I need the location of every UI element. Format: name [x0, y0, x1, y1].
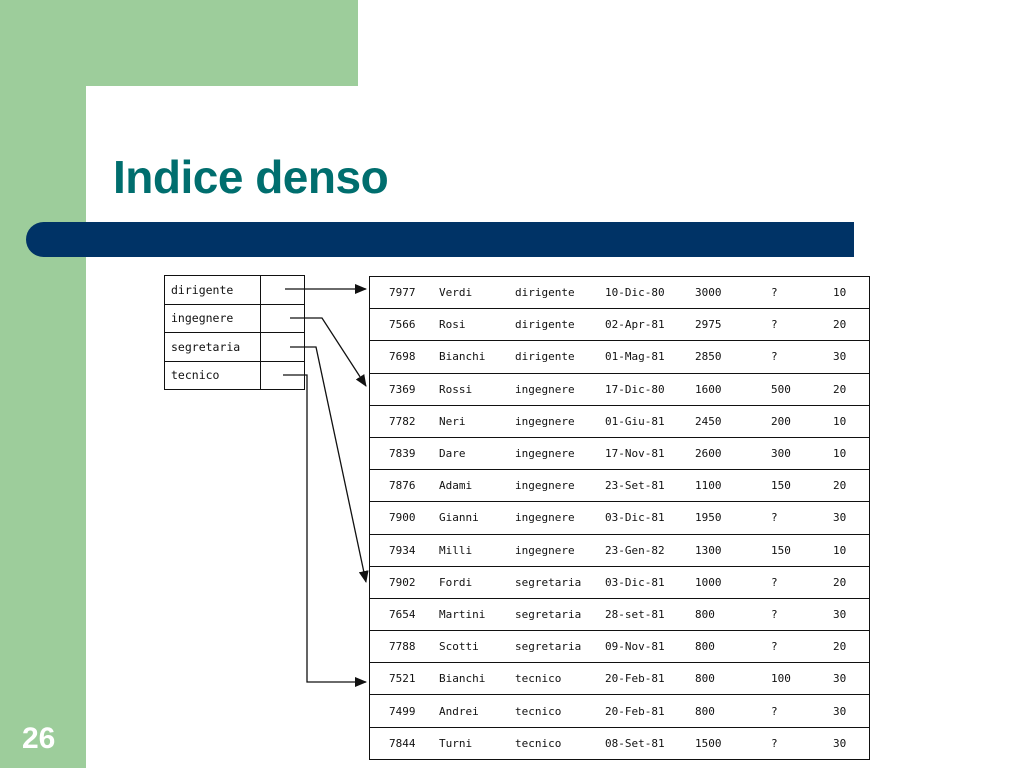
hire-date-cell: 17-Nov-81 — [605, 437, 695, 469]
employee-name-cell: Bianchi — [439, 663, 515, 695]
department-cell: 20 — [827, 631, 870, 663]
department-cell: 30 — [827, 598, 870, 630]
index-pointer-cell — [261, 333, 305, 362]
commission-cell: ? — [761, 341, 827, 373]
employee-role-cell: dirigente — [515, 277, 605, 309]
employee-id-cell: 7698 — [370, 341, 440, 373]
salary-cell: 3000 — [695, 277, 761, 309]
salary-cell: 1600 — [695, 373, 761, 405]
employee-role-cell: ingegnere — [515, 502, 605, 534]
commission-cell: 150 — [761, 470, 827, 502]
department-cell: 10 — [827, 437, 870, 469]
index-key: dirigente — [165, 276, 261, 305]
employee-name-cell: Milli — [439, 534, 515, 566]
employee-role-cell: ingegnere — [515, 470, 605, 502]
employee-name-cell: Dare — [439, 437, 515, 469]
department-cell: 10 — [827, 534, 870, 566]
employee-id-cell: 7521 — [370, 663, 440, 695]
employee-name-cell: Adami — [439, 470, 515, 502]
employee-name-cell: Martini — [439, 598, 515, 630]
table-row — [370, 437, 870, 469]
table-row — [370, 309, 870, 341]
index-entry — [165, 304, 305, 333]
table-row — [370, 727, 870, 759]
commission-cell: ? — [761, 695, 827, 727]
commission-cell: 150 — [761, 534, 827, 566]
salary-cell: 1100 — [695, 470, 761, 502]
salary-cell: 1300 — [695, 534, 761, 566]
employee-role-cell: ingegnere — [515, 534, 605, 566]
department-cell: 20 — [827, 309, 870, 341]
index-entry — [165, 276, 305, 305]
department-cell: 10 — [827, 277, 870, 309]
hire-date-cell: 01-Giu-81 — [605, 405, 695, 437]
employee-name-cell: Turni — [439, 727, 515, 759]
employee-name-cell: Scotti — [439, 631, 515, 663]
employee-id-cell: 7839 — [370, 437, 440, 469]
salary-cell: 2600 — [695, 437, 761, 469]
table-row — [370, 502, 870, 534]
table-row — [370, 405, 870, 437]
commission-cell: 500 — [761, 373, 827, 405]
department-cell: 30 — [827, 341, 870, 373]
commission-cell: ? — [761, 631, 827, 663]
employee-id-cell: 7844 — [370, 727, 440, 759]
employee-name-cell: Rosi — [439, 309, 515, 341]
department-cell: 10 — [827, 405, 870, 437]
table-row — [370, 663, 870, 695]
commission-cell: 100 — [761, 663, 827, 695]
employee-name-cell: Bianchi — [439, 341, 515, 373]
department-cell: 30 — [827, 502, 870, 534]
salary-cell: 2975 — [695, 309, 761, 341]
data-file-table — [369, 276, 870, 760]
employee-id-cell: 7902 — [370, 566, 440, 598]
hire-date-cell: 23-Set-81 — [605, 470, 695, 502]
commission-cell: ? — [761, 502, 827, 534]
commission-cell: 200 — [761, 405, 827, 437]
salary-cell: 1500 — [695, 727, 761, 759]
salary-cell: 2850 — [695, 341, 761, 373]
employee-role-cell: ingegnere — [515, 373, 605, 405]
department-cell: 20 — [827, 373, 870, 405]
employee-id-cell: 7900 — [370, 502, 440, 534]
hire-date-cell: 01-Mag-81 — [605, 341, 695, 373]
commission-cell: ? — [761, 727, 827, 759]
hire-date-cell: 17-Dic-80 — [605, 373, 695, 405]
employee-role-cell: tecnico — [515, 663, 605, 695]
employee-id-cell: 7876 — [370, 470, 440, 502]
hire-date-cell: 09-Nov-81 — [605, 631, 695, 663]
page-number: 26 — [22, 722, 56, 755]
pointer-arrow-tecnico — [283, 375, 366, 682]
table-row — [370, 277, 870, 309]
employee-id-cell: 7977 — [370, 277, 440, 309]
decor-green-left — [0, 86, 86, 768]
table-row — [370, 695, 870, 727]
hire-date-cell: 10-Dic-80 — [605, 277, 695, 309]
employee-name-cell: Verdi — [439, 277, 515, 309]
table-row — [370, 341, 870, 373]
employee-id-cell: 7499 — [370, 695, 440, 727]
employee-name-cell: Andrei — [439, 695, 515, 727]
employee-role-cell: dirigente — [515, 309, 605, 341]
employee-id-cell: 7788 — [370, 631, 440, 663]
salary-cell: 800 — [695, 663, 761, 695]
salary-cell: 800 — [695, 598, 761, 630]
index-pointer-cell — [261, 304, 305, 333]
department-cell: 30 — [827, 695, 870, 727]
salary-cell: 2450 — [695, 405, 761, 437]
index-entry — [165, 361, 305, 390]
employee-id-cell: 7934 — [370, 534, 440, 566]
table-row — [370, 598, 870, 630]
index-table — [164, 275, 305, 390]
commission-cell: ? — [761, 566, 827, 598]
index-entry — [165, 333, 305, 362]
employee-name-cell: Fordi — [439, 566, 515, 598]
hire-date-cell: 02-Apr-81 — [605, 309, 695, 341]
department-cell: 30 — [827, 663, 870, 695]
employee-name-cell: Gianni — [439, 502, 515, 534]
department-cell: 20 — [827, 470, 870, 502]
department-cell: 20 — [827, 566, 870, 598]
employee-id-cell: 7369 — [370, 373, 440, 405]
hire-date-cell: 20-Feb-81 — [605, 663, 695, 695]
employee-role-cell: tecnico — [515, 695, 605, 727]
employee-name-cell: Rossi — [439, 373, 515, 405]
salary-cell: 1950 — [695, 502, 761, 534]
employee-role-cell: segretaria — [515, 598, 605, 630]
employee-id-cell: 7566 — [370, 309, 440, 341]
table-row — [370, 534, 870, 566]
table-row — [370, 373, 870, 405]
table-row — [370, 631, 870, 663]
commission-cell: ? — [761, 598, 827, 630]
employee-name-cell: Neri — [439, 405, 515, 437]
employee-role-cell: tecnico — [515, 727, 605, 759]
employee-role-cell: ingegnere — [515, 405, 605, 437]
salary-cell: 800 — [695, 695, 761, 727]
employee-role-cell: ingegnere — [515, 437, 605, 469]
employee-role-cell: segretaria — [515, 631, 605, 663]
decor-green-top — [0, 0, 358, 86]
hire-date-cell: 28-set-81 — [605, 598, 695, 630]
hire-date-cell: 23-Gen-82 — [605, 534, 695, 566]
index-pointer-cell — [261, 361, 305, 390]
hire-date-cell: 03-Dic-81 — [605, 502, 695, 534]
employee-role-cell: segretaria — [515, 566, 605, 598]
hire-date-cell: 20-Feb-81 — [605, 695, 695, 727]
commission-cell: ? — [761, 277, 827, 309]
commission-cell: 300 — [761, 437, 827, 469]
hire-date-cell: 08-Set-81 — [605, 727, 695, 759]
commission-cell: ? — [761, 309, 827, 341]
employee-id-cell: 7654 — [370, 598, 440, 630]
index-pointer-cell — [261, 276, 305, 305]
index-key: segretaria — [165, 333, 261, 362]
table-row — [370, 470, 870, 502]
department-cell: 30 — [827, 727, 870, 759]
slide-title: Indice denso — [113, 151, 389, 203]
salary-cell: 1000 — [695, 566, 761, 598]
index-key: ingegnere — [165, 304, 261, 333]
hire-date-cell: 03-Dic-81 — [605, 566, 695, 598]
table-row — [370, 566, 870, 598]
index-key: tecnico — [165, 361, 261, 390]
employee-id-cell: 7782 — [370, 405, 440, 437]
title-underline-bar — [26, 222, 854, 257]
employee-role-cell: dirigente — [515, 341, 605, 373]
salary-cell: 800 — [695, 631, 761, 663]
